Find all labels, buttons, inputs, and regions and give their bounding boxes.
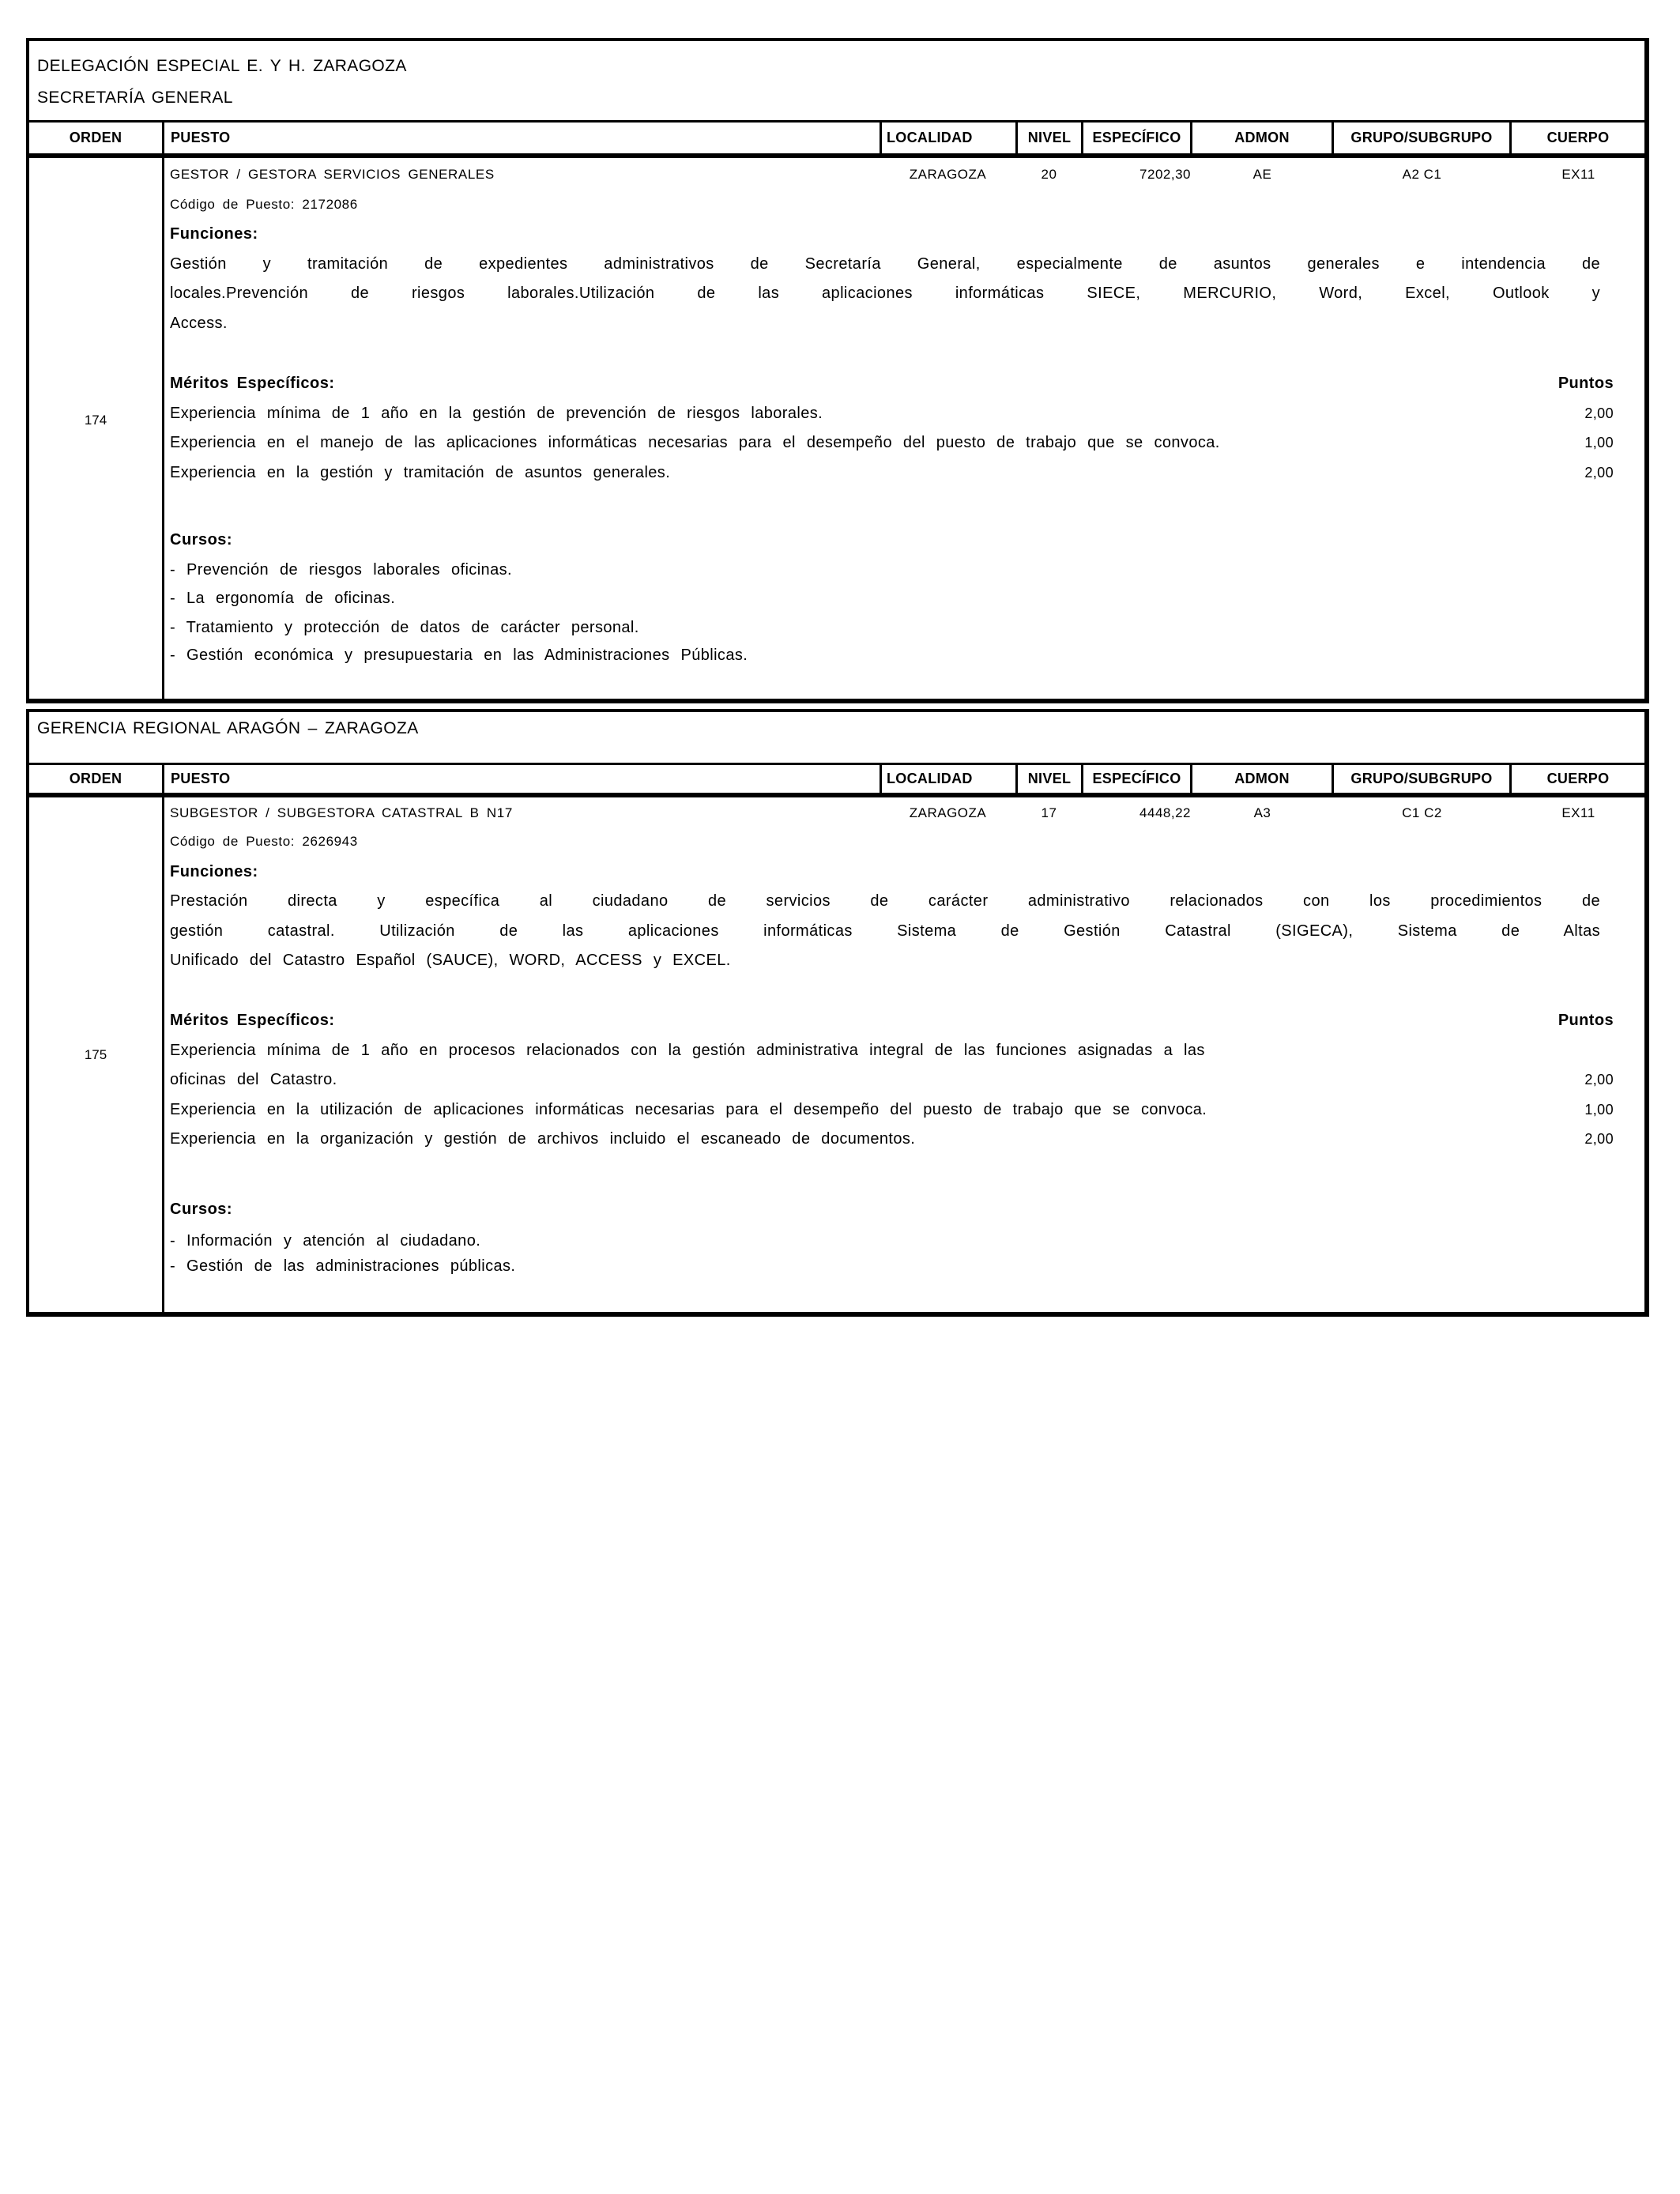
merito-text: oficinas del Catastro. (170, 1071, 337, 1088)
posting-table-delegacion (26, 38, 1649, 703)
curso-item: - Tratamiento y protección de datos de carácter personal. (170, 619, 639, 636)
puesto-title: GESTOR / GESTORA SERVICIOS GENERALES (170, 167, 495, 182)
table-title-block (29, 712, 1644, 763)
funciones-line: Prestación directa y específica al ciudadano de servicios de carácter administrativo relacionados con los procedimientos de (170, 892, 1600, 910)
cursos-heading: Cursos: (170, 1201, 233, 1218)
meritos-heading: Méritos Específicos: (170, 375, 335, 392)
admon-value: A3 (1253, 805, 1271, 820)
merito-text: Experiencia en la gestión y tramitación de asuntos generales. (170, 464, 671, 481)
col-header-orden: ORDEN (69, 771, 122, 786)
puesto-title: SUBGESTOR / SUBGESTORA CATASTRAL B N17 (170, 805, 513, 820)
col-header-nivel: NIVEL (1015, 123, 1081, 153)
funciones-line: gestión catastral. Utilización de las aplicaciones informáticas Sistema de Gestión Catastral (SIGECA), Sistema de Altas (170, 922, 1600, 940)
nivel-value: 17 (1041, 805, 1057, 820)
especifico-value: 7202,30 (1139, 167, 1191, 182)
nivel-value: 20 (1041, 167, 1057, 182)
especifico-value: 4448,22 (1139, 805, 1191, 820)
curso-item: - Gestión económica y presupuestaria en las Administraciones Públicas. (170, 647, 748, 664)
table-title-block (29, 41, 1644, 120)
grupo-subgrupo-value: C1 C2 (1402, 805, 1442, 820)
orden-number: 175 (84, 1047, 107, 1062)
curso-item: - La ergonomía de oficinas. (170, 590, 396, 607)
merito-puntos: 2,00 (1584, 1072, 1614, 1088)
puntos-heading: Puntos (1558, 375, 1614, 392)
col-header-localidad: LOCALIDAD (880, 123, 1015, 153)
merito-text: Experiencia mínima de 1 año en procesos relacionados con la gestión administrativa integral de las funciones asignadas a las (170, 1042, 1205, 1059)
cuerpo-value: EX11 (1561, 167, 1595, 182)
curso-item: - Información y atención al ciudadano. (170, 1232, 481, 1250)
merito-text: Experiencia en el manejo de las aplicaciones informáticas necesarias para el desempeño del puesto de trabajo que se convoca. (170, 434, 1220, 451)
cuerpo-value: EX11 (1561, 805, 1595, 820)
merito-puntos: 1,00 (1584, 435, 1614, 450)
cursos-heading: Cursos: (170, 531, 233, 548)
col-header-puesto: PUESTO (162, 765, 880, 793)
grupo-subgrupo-value: A2 C1 (1402, 167, 1442, 182)
col-header-especifico: ESPECÍFICO (1081, 765, 1190, 793)
orden-number: 174 (84, 413, 107, 428)
funciones-heading: Funciones: (170, 863, 258, 880)
col-header-admon: ADMON (1190, 123, 1332, 153)
merito-text: Experiencia en la organización y gestión de archivos incluido el escaneado de documentos. (170, 1130, 916, 1148)
col-header-localidad: LOCALIDAD (880, 765, 1015, 793)
localidad-value: ZARAGOZA (909, 167, 987, 182)
puntos-heading: Puntos (1558, 1012, 1614, 1029)
title-line: SECRETARÍA GENERAL (37, 89, 233, 107)
col-header-nivel: NIVEL (1015, 765, 1081, 793)
merito-text: Experiencia en la utilización de aplicaciones informáticas necesarias para el desempeño del puesto de trabajo que se convoca. (170, 1101, 1207, 1118)
merito-text: Experiencia mínima de 1 año en la gestión de prevención de riesgos laborales. (170, 405, 823, 422)
merito-puntos: 1,00 (1584, 1102, 1614, 1118)
col-header-cuerpo: CUERPO (1509, 123, 1644, 153)
curso-item: - Gestión de las administraciones públicas. (170, 1257, 516, 1275)
col-header-especifico: ESPECÍFICO (1081, 123, 1190, 153)
curso-item: - Prevención de riesgos laborales oficinas. (170, 561, 512, 579)
orden-column-divider (162, 158, 164, 699)
funciones-line: locales.Prevención de riesgos laborales.Utilización de las aplicaciones informáticas SIECE, MERCURIO, Word, Excel, Outlook y (170, 285, 1600, 302)
codigo-de-puesto: Código de Puesto: 2172086 (170, 197, 358, 212)
merito-puntos: 2,00 (1584, 465, 1614, 481)
col-header-grupo-subgrupo: GRUPO/SUBGRUPO (1332, 123, 1509, 153)
col-header-admon: ADMON (1190, 765, 1332, 793)
column-header-row (29, 763, 1644, 797)
localidad-value: ZARAGOZA (909, 805, 987, 820)
column-header-row (29, 120, 1644, 158)
funciones-line: Gestión y tramitación de expedientes administrativos de Secretaría General, especialmente de asuntos generales e intendencia de (170, 255, 1600, 273)
merito-puntos: 2,00 (1584, 405, 1614, 421)
funciones-line: Unificado del Catastro Español (SAUCE), WORD, ACCESS y EXCEL. (170, 952, 731, 969)
col-header-grupo-subgrupo: GRUPO/SUBGRUPO (1332, 765, 1509, 793)
posting-table-gerencia (26, 709, 1649, 1317)
record-body (29, 797, 1644, 1312)
funciones-heading: Funciones: (170, 225, 258, 243)
col-header-cuerpo: CUERPO (1509, 765, 1644, 793)
col-header-puesto: PUESTO (162, 123, 880, 153)
codigo-de-puesto: Código de Puesto: 2626943 (170, 834, 358, 849)
funciones-line: Access. (170, 315, 228, 332)
admon-value: AE (1252, 167, 1272, 182)
title-line: GERENCIA REGIONAL ARAGÓN – ZARAGOZA (37, 719, 419, 737)
col-header-orden: ORDEN (69, 130, 122, 145)
meritos-heading: Méritos Específicos: (170, 1012, 335, 1029)
title-line: DELEGACIÓN ESPECIAL E. Y H. ZARAGOZA (37, 57, 407, 75)
orden-column-divider (162, 797, 164, 1312)
merito-puntos: 2,00 (1584, 1131, 1614, 1147)
record-body (29, 158, 1644, 699)
